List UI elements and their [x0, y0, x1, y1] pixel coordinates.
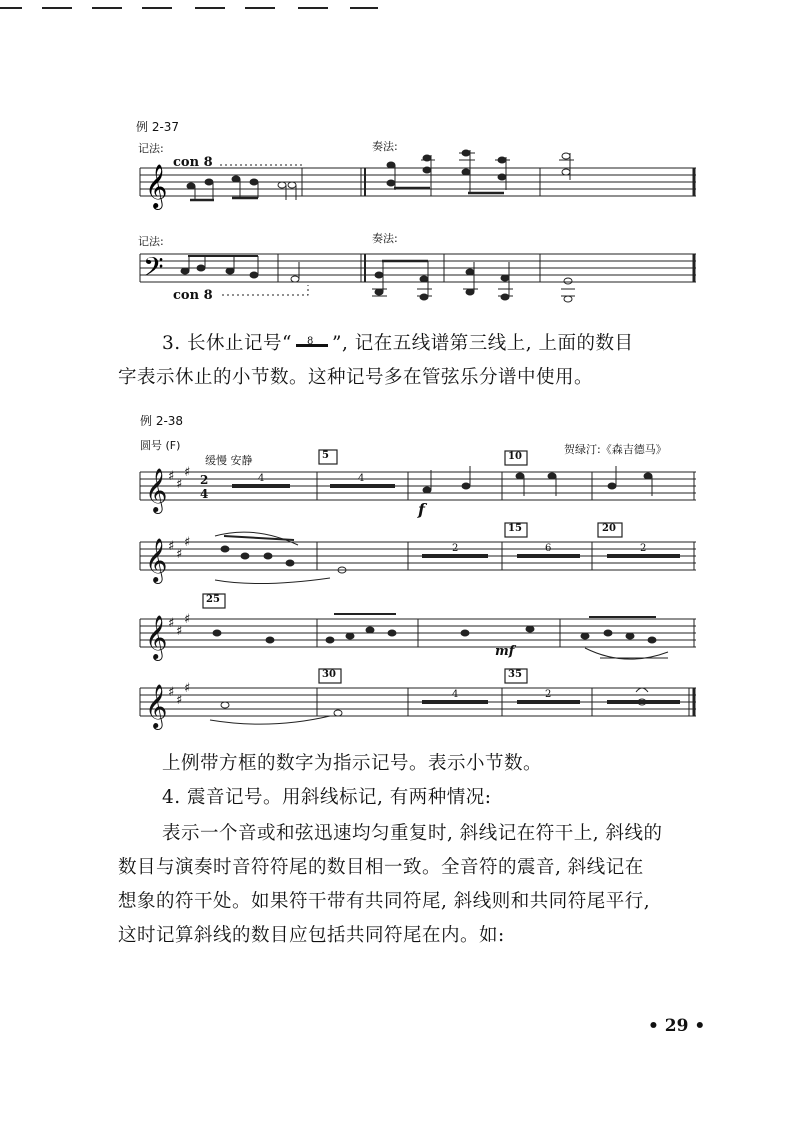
rehearsal-mark: 30 — [322, 669, 336, 680]
svg-text:♯: ♯ — [176, 693, 183, 708]
svg-text:♯: ♯ — [184, 535, 191, 550]
treble-clef: 𝄞 — [145, 615, 168, 659]
multirest-number: 6 — [545, 543, 552, 554]
svg-text:♯: ♯ — [184, 465, 191, 480]
ex38-multirests — [232, 486, 680, 702]
performance-label: 奏法: — [372, 232, 398, 245]
ex37-staff-1 — [140, 168, 696, 196]
ex37-octave-line-2 — [222, 285, 308, 295]
svg-text:♯: ♯ — [168, 469, 175, 484]
bass-clef: 𝄢 — [143, 251, 164, 289]
multirest-number: 2 — [452, 543, 459, 554]
svg-text:4: 4 — [200, 487, 209, 501]
rehearsal-mark: 15 — [508, 523, 522, 534]
source-credit: 贺绿汀:《森吉德马》 — [564, 443, 667, 456]
long-rest-symbol — [292, 334, 332, 354]
multirest-number: 2 — [640, 543, 647, 554]
dynamic-mezzo-forte: mf — [495, 644, 515, 659]
body-line-3: 想象的符干处。如果符干带有共同符尾, 斜线则和共同符尾平行, — [118, 891, 651, 912]
multirest-number: 4 — [452, 689, 459, 700]
svg-text:♯: ♯ — [176, 624, 183, 639]
paragraph-3-post: ”, 记在五线谱第三线上, 上面的数目 — [332, 333, 634, 354]
body-line-2: 数目与演奏时音符符尾的数目相一致。全音符的震音, 斜线记在 — [118, 857, 644, 878]
example-label-2-38: 例 2-38 — [140, 414, 184, 428]
example-label-2-37: 例 2-37 — [136, 120, 180, 134]
body-line-1: 表示一个音或和弦迅速均匀重复时, 斜线记在符干上, 斜线的 — [162, 823, 663, 844]
dynamic-forte: f — [418, 500, 425, 519]
page-number: • 29 • — [648, 1016, 706, 1036]
performance-label: 奏法: — [372, 140, 398, 153]
octave-mark: con 8 — [173, 155, 213, 170]
svg-text:♯: ♯ — [176, 547, 183, 562]
treble-clef: 𝄞 — [145, 468, 168, 512]
multirest-number: 2 — [545, 689, 552, 700]
rehearsal-mark: 25 — [206, 594, 220, 605]
paragraph-3-line-1 — [162, 328, 633, 360]
treble-clef: 𝄞 — [145, 538, 168, 582]
ex37-octave-line-1 — [220, 165, 302, 175]
body-line-4: 这时记算斜线的数目应包括共同符尾在内。如: — [118, 925, 505, 946]
rehearsal-mark: 5 — [322, 450, 329, 461]
rehearsal-mark: 10 — [508, 451, 522, 462]
ex38-notes — [213, 466, 656, 716]
paragraph-3-line-2: 字表示休止的小节数。这种记号多在管弦乐分谱中使用。 — [118, 367, 594, 388]
svg-text:♯: ♯ — [168, 616, 175, 631]
ex37-ledger-1 — [421, 153, 574, 160]
svg-text:♯: ♯ — [184, 681, 191, 696]
ex37-staff-2 — [140, 254, 696, 282]
notation-label: 记法: — [138, 142, 164, 155]
treble-clef: 𝄞 — [145, 164, 168, 208]
svg-text:♯: ♯ — [168, 539, 175, 554]
svg-text:2: 2 — [200, 473, 209, 487]
instrument-label: 圆号 (F) — [140, 439, 181, 452]
example-caption: 上例带方框的数字为指示记号。表示小节数。 — [162, 753, 543, 774]
ex38-key-signatures — [168, 465, 190, 708]
ex37-notes-2 — [181, 256, 572, 302]
notation-label: 记法: — [138, 235, 164, 248]
treble-clef: 𝄞 — [145, 684, 168, 728]
tempo-marking: 缓慢 安静 — [205, 454, 253, 467]
rehearsal-mark: 35 — [508, 669, 522, 680]
long-rest-number: 8 — [307, 336, 314, 347]
svg-text:♯: ♯ — [176, 477, 183, 492]
octave-mark: con 8 — [173, 288, 213, 303]
rehearsal-mark: 20 — [602, 523, 616, 534]
multirest-number: 4 — [358, 473, 365, 484]
paragraph-3-pre: 3. 长休止记号“ — [162, 333, 292, 354]
time-signature — [200, 473, 208, 501]
ex38-clefs — [145, 468, 167, 730]
svg-text:♯: ♯ — [184, 612, 191, 627]
multirest-number: 4 — [258, 473, 265, 484]
section-4-heading: 4. 震音记号。用斜线标记, 有两种情况: — [162, 787, 492, 808]
svg-text:♯: ♯ — [168, 685, 175, 700]
